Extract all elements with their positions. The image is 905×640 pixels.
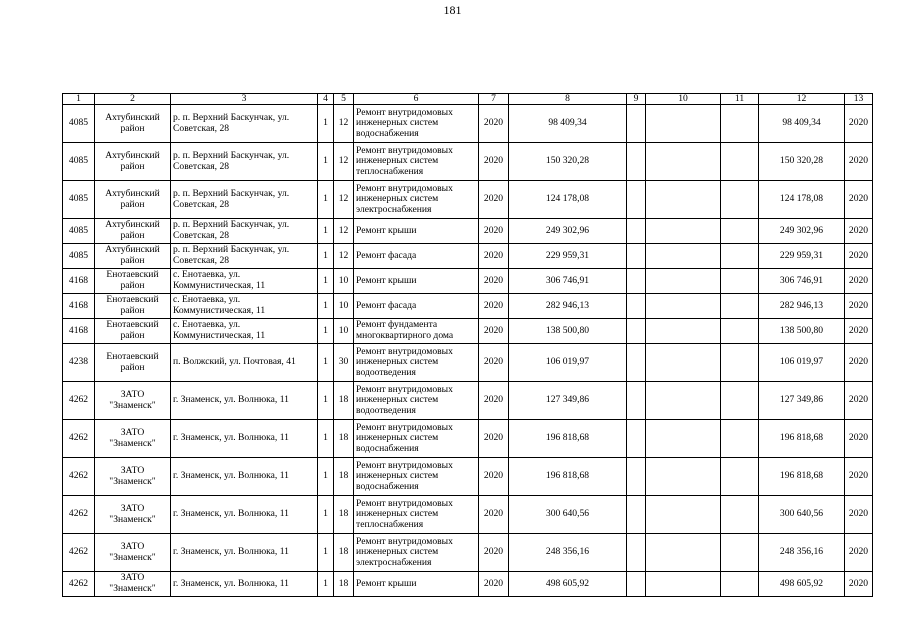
total-cell: 98 409,34 — [759, 105, 845, 143]
year-end-cell: 2020 — [845, 572, 873, 597]
table-row — [63, 319, 873, 344]
col4-cell: 1 — [318, 572, 334, 597]
year-cell: 2020 — [479, 344, 509, 382]
col9-cell — [627, 534, 646, 572]
table-row — [63, 344, 873, 382]
col9-cell — [627, 181, 646, 219]
col11-cell — [721, 244, 759, 269]
address-cell: г. Знаменск, ул. Волнюка, 11 — [171, 420, 318, 458]
year-cell: 2020 — [479, 496, 509, 534]
col10-cell — [646, 420, 721, 458]
year-end-cell: 2020 — [845, 344, 873, 382]
col9-cell — [627, 382, 646, 420]
work-type-cell: Ремонт внутридомовых инженерных систем теплоснабжения — [354, 143, 479, 181]
col9-cell — [627, 344, 646, 382]
total-cell: 106 019,97 — [759, 344, 845, 382]
object-id-cell: 4085 — [63, 105, 95, 143]
column-header-12: 12 — [759, 94, 845, 105]
address-cell: г. Знаменск, ул. Волнюка, 11 — [171, 534, 318, 572]
col4-cell: 1 — [318, 143, 334, 181]
col4-cell: 1 — [318, 420, 334, 458]
year-cell: 2020 — [479, 572, 509, 597]
col5-cell: 10 — [334, 319, 354, 344]
col5-cell: 18 — [334, 458, 354, 496]
column-header-3: 3 — [171, 94, 318, 105]
year-end-cell: 2020 — [845, 382, 873, 420]
year-cell: 2020 — [479, 319, 509, 344]
table-row — [63, 294, 873, 319]
address-cell: г. Знаменск, ул. Волнюка, 11 — [171, 572, 318, 597]
district-cell: ЗАТО "Знаменск" — [95, 534, 171, 572]
col5-cell: 10 — [334, 294, 354, 319]
year-end-cell: 2020 — [845, 105, 873, 143]
col5-cell: 12 — [334, 105, 354, 143]
header-row — [63, 94, 873, 105]
column-header-9: 9 — [627, 94, 646, 105]
object-id-cell: 4168 — [63, 269, 95, 294]
cost-cell: 138 500,80 — [509, 319, 627, 344]
year-cell: 2020 — [479, 382, 509, 420]
address-cell: р. п. Верхний Баскунчак, ул. Советская, 28 — [171, 105, 318, 143]
col11-cell — [721, 344, 759, 382]
cost-cell: 498 605,92 — [509, 572, 627, 597]
col5-cell: 12 — [334, 143, 354, 181]
address-cell: с. Енотаевка, ул. Коммунистическая, 11 — [171, 269, 318, 294]
col5-cell: 12 — [334, 181, 354, 219]
col4-cell: 1 — [318, 294, 334, 319]
column-header-11: 11 — [721, 94, 759, 105]
year-cell: 2020 — [479, 219, 509, 244]
district-cell: ЗАТО "Знаменск" — [95, 420, 171, 458]
year-cell: 2020 — [479, 458, 509, 496]
cost-cell: 306 746,91 — [509, 269, 627, 294]
object-id-cell: 4262 — [63, 496, 95, 534]
column-header-4: 4 — [318, 94, 334, 105]
address-cell: п. Волжский, ул. Почтовая, 41 — [171, 344, 318, 382]
year-end-cell: 2020 — [845, 269, 873, 294]
cost-cell: 196 818,68 — [509, 420, 627, 458]
col4-cell: 1 — [318, 244, 334, 269]
col5-cell: 12 — [334, 244, 354, 269]
year-end-cell: 2020 — [845, 420, 873, 458]
district-cell: ЗАТО "Знаменск" — [95, 382, 171, 420]
year-cell: 2020 — [479, 105, 509, 143]
column-header-13: 13 — [845, 94, 873, 105]
col10-cell — [646, 458, 721, 496]
object-id-cell: 4085 — [63, 181, 95, 219]
address-cell: с. Енотаевка, ул. Коммунистическая, 11 — [171, 294, 318, 319]
col4-cell: 1 — [318, 269, 334, 294]
col11-cell — [721, 572, 759, 597]
cost-cell: 248 356,16 — [509, 534, 627, 572]
total-cell: 249 302,96 — [759, 219, 845, 244]
total-cell: 498 605,92 — [759, 572, 845, 597]
cost-cell: 249 302,96 — [509, 219, 627, 244]
cost-cell: 229 959,31 — [509, 244, 627, 269]
col10-cell — [646, 382, 721, 420]
col5-cell: 18 — [334, 572, 354, 597]
column-header-8: 8 — [509, 94, 627, 105]
col4-cell: 1 — [318, 458, 334, 496]
year-end-cell: 2020 — [845, 181, 873, 219]
year-end-cell: 2020 — [845, 534, 873, 572]
total-cell: 196 818,68 — [759, 420, 845, 458]
object-id-cell: 4262 — [63, 572, 95, 597]
col9-cell — [627, 105, 646, 143]
col9-cell — [627, 269, 646, 294]
col11-cell — [721, 319, 759, 344]
col9-cell — [627, 143, 646, 181]
cost-cell: 150 320,28 — [509, 143, 627, 181]
total-cell: 306 746,91 — [759, 269, 845, 294]
cost-cell: 106 019,97 — [509, 344, 627, 382]
year-end-cell: 2020 — [845, 294, 873, 319]
table-row — [63, 269, 873, 294]
col4-cell: 1 — [318, 181, 334, 219]
total-cell: 300 640,56 — [759, 496, 845, 534]
cost-cell: 127 349,86 — [509, 382, 627, 420]
work-type-cell: Ремонт внутридомовых инженерных систем водоотведения — [354, 382, 479, 420]
work-type-cell: Ремонт фасада — [354, 294, 479, 319]
col11-cell — [721, 181, 759, 219]
total-cell: 138 500,80 — [759, 319, 845, 344]
total-cell: 124 178,08 — [759, 181, 845, 219]
year-end-cell: 2020 — [845, 458, 873, 496]
district-cell: Енотаевский район — [95, 319, 171, 344]
year-cell: 2020 — [479, 269, 509, 294]
col11-cell — [721, 269, 759, 294]
column-header-10: 10 — [646, 94, 721, 105]
col10-cell — [646, 143, 721, 181]
object-id-cell: 4262 — [63, 420, 95, 458]
year-end-cell: 2020 — [845, 143, 873, 181]
address-cell: г. Знаменск, ул. Волнюка, 11 — [171, 382, 318, 420]
work-type-cell: Ремонт внутридомовых инженерных систем электроснабжения — [354, 534, 479, 572]
address-cell: р. п. Верхний Баскунчак, ул. Советская, 28 — [171, 181, 318, 219]
col10-cell — [646, 496, 721, 534]
cost-cell: 196 818,68 — [509, 458, 627, 496]
year-cell: 2020 — [479, 420, 509, 458]
col10-cell — [646, 344, 721, 382]
year-end-cell: 2020 — [845, 496, 873, 534]
col4-cell: 1 — [318, 534, 334, 572]
column-header-5: 5 — [334, 94, 354, 105]
table-row — [63, 572, 873, 597]
work-type-cell: Ремонт крыши — [354, 219, 479, 244]
col5-cell: 18 — [334, 496, 354, 534]
work-type-cell: Ремонт внутридомовых инженерных систем электроснабжения — [354, 181, 479, 219]
table-row — [63, 382, 873, 420]
col5-cell: 18 — [334, 382, 354, 420]
column-header-7: 7 — [479, 94, 509, 105]
year-cell: 2020 — [479, 534, 509, 572]
col9-cell — [627, 420, 646, 458]
year-cell: 2020 — [479, 181, 509, 219]
repair-registry-table — [62, 93, 873, 597]
district-cell: Енотаевский район — [95, 344, 171, 382]
total-cell: 282 946,13 — [759, 294, 845, 319]
table-row — [63, 105, 873, 143]
district-cell: ЗАТО "Знаменск" — [95, 458, 171, 496]
work-type-cell: Ремонт фасада — [354, 244, 479, 269]
year-end-cell: 2020 — [845, 319, 873, 344]
work-type-cell: Ремонт внутридомовых инженерных систем водоснабжения — [354, 458, 479, 496]
col9-cell — [627, 572, 646, 597]
table-row — [63, 458, 873, 496]
work-type-cell: Ремонт внутридомовых инженерных систем водоснабжения — [354, 420, 479, 458]
col11-cell — [721, 496, 759, 534]
work-type-cell: Ремонт крыши — [354, 572, 479, 597]
work-type-cell: Ремонт внутридомовых инженерных систем водоснабжения — [354, 105, 479, 143]
table-row — [63, 496, 873, 534]
district-cell: Енотаевский район — [95, 294, 171, 319]
page-number: 181 — [443, 3, 462, 17]
table-row — [63, 244, 873, 269]
address-cell: с. Енотаевка, ул. Коммунистическая, 11 — [171, 319, 318, 344]
cost-cell: 282 946,13 — [509, 294, 627, 319]
cost-cell: 124 178,08 — [509, 181, 627, 219]
col10-cell — [646, 105, 721, 143]
cost-cell: 98 409,34 — [509, 105, 627, 143]
district-cell: Ахтубинский район — [95, 181, 171, 219]
col4-cell: 1 — [318, 219, 334, 244]
col4-cell: 1 — [318, 105, 334, 143]
table-row — [63, 534, 873, 572]
col10-cell — [646, 244, 721, 269]
col4-cell: 1 — [318, 382, 334, 420]
col4-cell: 1 — [318, 344, 334, 382]
col4-cell: 1 — [318, 319, 334, 344]
table-row — [63, 219, 873, 244]
object-id-cell: 4262 — [63, 458, 95, 496]
address-cell: г. Знаменск, ул. Волнюка, 11 — [171, 496, 318, 534]
col10-cell — [646, 269, 721, 294]
total-cell: 196 818,68 — [759, 458, 845, 496]
col4-cell: 1 — [318, 496, 334, 534]
col10-cell — [646, 294, 721, 319]
col10-cell — [646, 572, 721, 597]
year-cell: 2020 — [479, 143, 509, 181]
column-header-1: 1 — [63, 94, 95, 105]
object-id-cell: 4262 — [63, 534, 95, 572]
work-type-cell: Ремонт крыши — [354, 269, 479, 294]
col11-cell — [721, 143, 759, 181]
col11-cell — [721, 294, 759, 319]
year-end-cell: 2020 — [845, 219, 873, 244]
col9-cell — [627, 458, 646, 496]
year-end-cell: 2020 — [845, 244, 873, 269]
col5-cell: 12 — [334, 219, 354, 244]
col10-cell — [646, 181, 721, 219]
object-id-cell: 4168 — [63, 294, 95, 319]
object-id-cell: 4085 — [63, 143, 95, 181]
year-cell: 2020 — [479, 294, 509, 319]
col11-cell — [721, 458, 759, 496]
table-row — [63, 143, 873, 181]
col5-cell: 10 — [334, 269, 354, 294]
total-cell: 127 349,86 — [759, 382, 845, 420]
object-id-cell: 4168 — [63, 319, 95, 344]
table-row — [63, 181, 873, 219]
col5-cell: 30 — [334, 344, 354, 382]
col10-cell — [646, 534, 721, 572]
col5-cell: 18 — [334, 534, 354, 572]
district-cell: Ахтубинский район — [95, 219, 171, 244]
district-cell: Ахтубинский район — [95, 105, 171, 143]
total-cell: 248 356,16 — [759, 534, 845, 572]
district-cell: Ахтубинский район — [95, 244, 171, 269]
table-row — [63, 420, 873, 458]
object-id-cell: 4085 — [63, 244, 95, 269]
col11-cell — [721, 420, 759, 458]
col9-cell — [627, 294, 646, 319]
col10-cell — [646, 219, 721, 244]
column-header-6: 6 — [354, 94, 479, 105]
object-id-cell: 4238 — [63, 344, 95, 382]
address-cell: р. п. Верхний Баскунчак, ул. Советская, 28 — [171, 143, 318, 181]
address-cell: г. Знаменск, ул. Волнюка, 11 — [171, 458, 318, 496]
col11-cell — [721, 382, 759, 420]
cost-cell: 300 640,56 — [509, 496, 627, 534]
column-header-2: 2 — [95, 94, 171, 105]
col11-cell — [721, 534, 759, 572]
district-cell: ЗАТО "Знаменск" — [95, 496, 171, 534]
year-cell: 2020 — [479, 244, 509, 269]
col9-cell — [627, 244, 646, 269]
address-cell: р. п. Верхний Баскунчак, ул. Советская, 28 — [171, 244, 318, 269]
col9-cell — [627, 219, 646, 244]
col9-cell — [627, 496, 646, 534]
work-type-cell: Ремонт внутридомовых инженерных систем теплоснабжения — [354, 496, 479, 534]
district-cell: ЗАТО "Знаменск" — [95, 572, 171, 597]
district-cell: Ахтубинский район — [95, 143, 171, 181]
col11-cell — [721, 219, 759, 244]
col11-cell — [721, 105, 759, 143]
total-cell: 150 320,28 — [759, 143, 845, 181]
col10-cell — [646, 319, 721, 344]
object-id-cell: 4085 — [63, 219, 95, 244]
address-cell: р. п. Верхний Баскунчак, ул. Советская, 28 — [171, 219, 318, 244]
object-id-cell: 4262 — [63, 382, 95, 420]
work-type-cell: Ремонт внутридомовых инженерных систем водоотведения — [354, 344, 479, 382]
total-cell: 229 959,31 — [759, 244, 845, 269]
col5-cell: 18 — [334, 420, 354, 458]
col9-cell — [627, 319, 646, 344]
district-cell: Енотаевский район — [95, 269, 171, 294]
work-type-cell: Ремонт фундамента многоквартирного дома — [354, 319, 479, 344]
